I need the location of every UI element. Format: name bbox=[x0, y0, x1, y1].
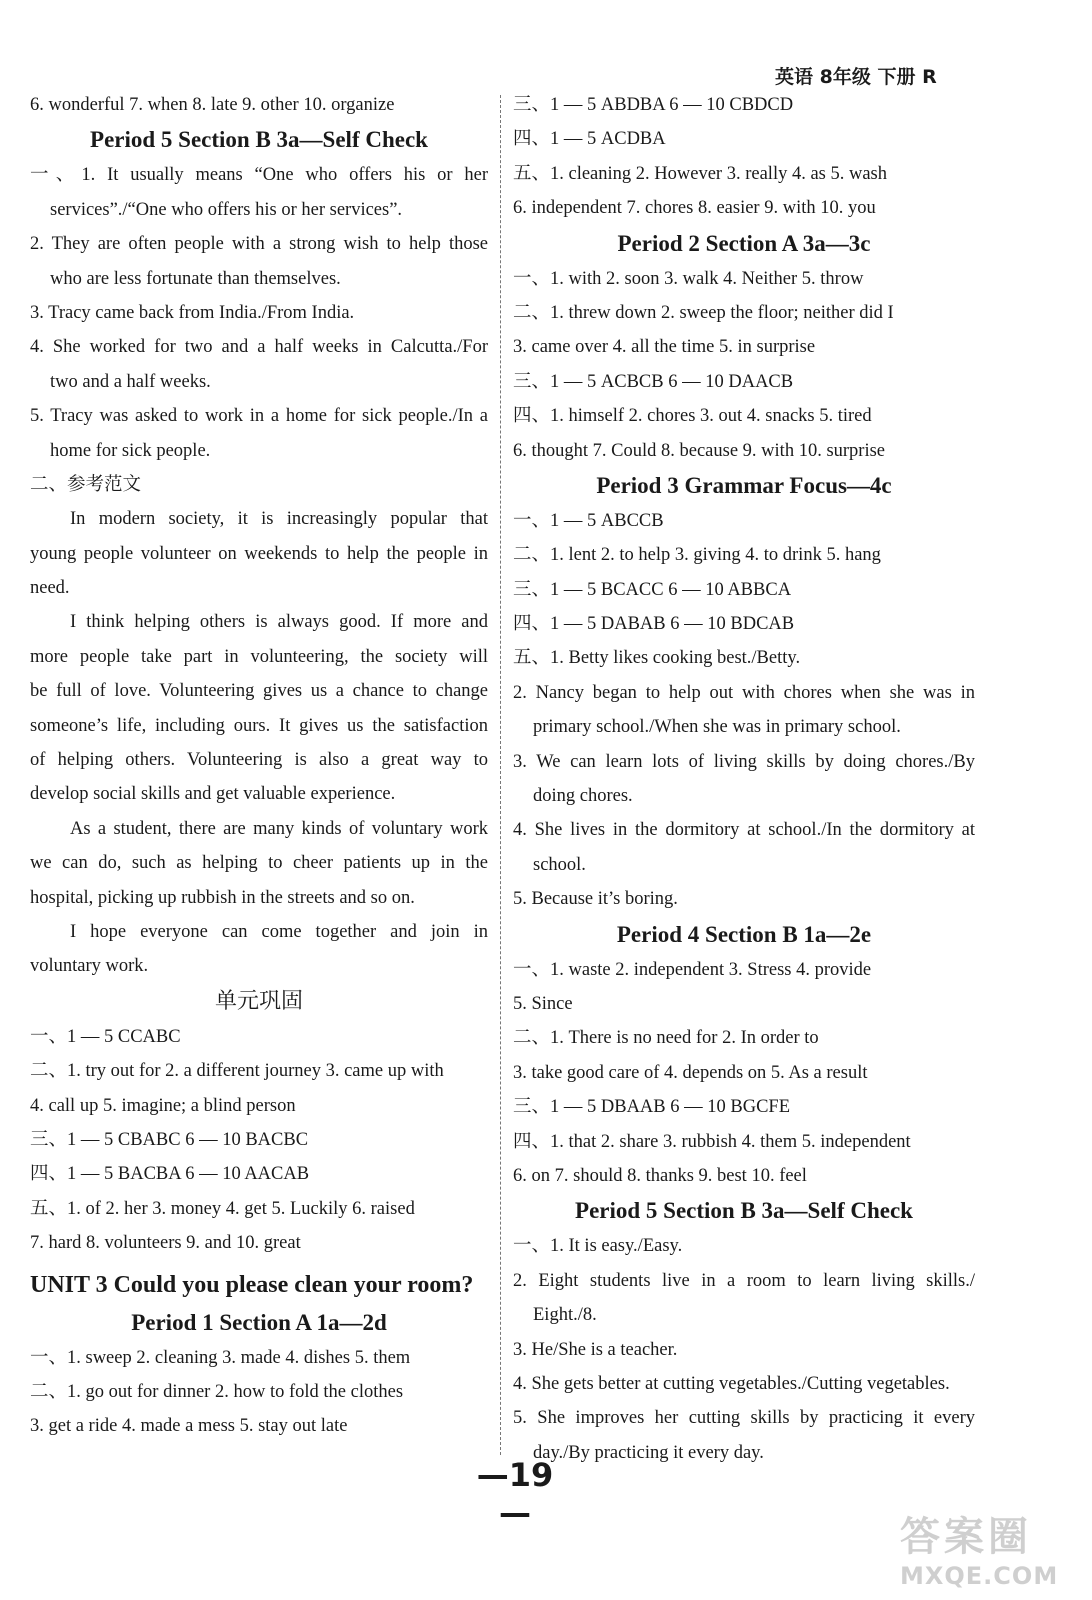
answer-line: 三、1 — 5 DBAAB 6 — 10 BGCFE bbox=[513, 1097, 791, 1118]
watermark-logo: 答案圈 MXQE.COM bbox=[900, 1514, 1059, 1590]
answer-line: 二、1. There is no need for 2. In order to bbox=[513, 1028, 819, 1049]
answer-line: Eight./8. bbox=[533, 1305, 597, 1326]
answer-line: primary school./When she was in primary school. bbox=[533, 717, 901, 738]
answer-line: be full of love. Volunteering gives us a chance to change bbox=[30, 681, 488, 702]
answer-line: two and a half weeks. bbox=[50, 371, 211, 392]
answer-line: As a student, there are many kinds of voluntary work bbox=[70, 818, 488, 839]
answer-line: 二、1. threw down 2. sweep the floor; neither did I bbox=[513, 302, 894, 323]
answer-line: 6. independent 7. chores 8. easier 9. with 10. you bbox=[513, 198, 876, 219]
answer-line: 一、1. with 2. soon 3. walk 4. Neither 5. throw bbox=[513, 268, 864, 289]
answer-line: need. bbox=[30, 578, 70, 599]
answer-line: 6. thought 7. Could 8. because 9. with 10. surprise bbox=[513, 440, 886, 461]
answer-line: 一、1. waste 2. independent 3. Stress 4. provide bbox=[513, 959, 872, 980]
answer-line: 一、1 — 5 ABCCB bbox=[513, 510, 664, 531]
answer-line: 四、1 — 5 BACBA 6 — 10 AACAB bbox=[30, 1164, 310, 1185]
answer-line: 三、1 — 5 BCACC 6 — 10 ABBCA bbox=[513, 579, 792, 600]
answer-line: 一、1. It is easy./Easy. bbox=[513, 1236, 683, 1257]
answer-line: school. bbox=[533, 854, 586, 875]
answer-line: doing chores. bbox=[533, 786, 633, 807]
answer-line: 四、1 — 5 DABAB 6 — 10 BDCAB bbox=[513, 614, 795, 635]
answer-line: 6. wonderful 7. when 8. late 9. other 10. organize bbox=[30, 95, 395, 115]
answer-line: In modern society, it is increasingly popular that bbox=[70, 509, 488, 530]
answer-line: 三、1 — 5 CBABC 6 — 10 BACBC bbox=[30, 1129, 309, 1150]
answer-line: more people take part in volunteering, the society will bbox=[30, 646, 488, 667]
answer-line: 4. She gets better at cutting vegetables./Cutting vegetables. bbox=[513, 1373, 950, 1394]
answer-line: 二、1. try out for 2. a different journey 3. came up with bbox=[30, 1061, 444, 1082]
answer-line: 3. came over 4. all the time 5. in surprise bbox=[513, 337, 816, 358]
answer-line: 一、1 — 5 CCABC bbox=[30, 1026, 181, 1047]
answer-line: 一、1. It usually means “One who offers his or her bbox=[30, 165, 488, 186]
answer-line: home for sick people. bbox=[50, 440, 211, 461]
answer-line: 四、1 — 5 ACDBA bbox=[513, 129, 666, 150]
answer-line: hospital, picking up rubbish in the streets and so on. bbox=[30, 887, 415, 908]
answer-line: 三、1 — 5 ACBCB 6 — 10 DAACB bbox=[513, 371, 794, 392]
section-heading: Period 1 Section A 1a—2d bbox=[131, 1309, 387, 1335]
answer-line: 五、1. of 2. her 3. money 4. get 5. Luckily 6. raised bbox=[30, 1198, 415, 1219]
answer-line: 四、1. himself 2. chores 3. out 4. snacks 5. tired bbox=[513, 406, 872, 427]
answer-line: we can do, such as helping to cheer patients up in the bbox=[30, 853, 488, 874]
answer-line: 2. They are often people with a strong wish to help those bbox=[30, 234, 488, 255]
section-heading: Period 5 Section B 3a—Self Check bbox=[90, 127, 428, 153]
answer-line: who are less fortunate than themselves. bbox=[50, 268, 341, 289]
answer-line: 五、1. cleaning 2. However 3. really 4. as 5. wash bbox=[513, 163, 888, 184]
right-column bbox=[513, 88, 975, 1470]
answer-line: 3. He/She is a teacher. bbox=[513, 1339, 678, 1360]
answer-line: 4. She lives in the dormitory at school./In the dormitory at bbox=[513, 820, 975, 841]
answer-line: 3. take good care of 4. depends on 5. As a result bbox=[513, 1062, 868, 1083]
answer-line: 二、1. go out for dinner 2. how to fold the clothes bbox=[30, 1381, 404, 1402]
section-heading: 单元巩固 bbox=[214, 988, 303, 1014]
answer-line: 3. We can learn lots of living skills by doing chores./By bbox=[513, 751, 975, 772]
answer-line: 3. get a ride 4. made a mess 5. stay out late bbox=[30, 1416, 348, 1437]
answer-line: I hope everyone can come together and join in bbox=[70, 921, 488, 942]
section-heading: UNIT 3 Could you please clean your room? bbox=[30, 1271, 474, 1298]
answer-line: 5. Because it’s boring. bbox=[513, 889, 678, 910]
answer-line: day./By practicing it every day. bbox=[533, 1442, 764, 1463]
answer-line: 三、1 — 5 ABDBA 6 — 10 CBDCD bbox=[513, 95, 794, 115]
page-number: —19— bbox=[476, 1456, 554, 1532]
answer-line: 7. hard 8. volunteers 9. and 10. great bbox=[30, 1233, 301, 1254]
left-column bbox=[30, 88, 488, 1444]
section-heading: Period 4 Section B 1a—2e bbox=[616, 921, 872, 947]
column-divider bbox=[500, 95, 501, 1455]
answer-line: 5. Since bbox=[513, 993, 573, 1014]
answer-line: 4. call up 5. imagine; a blind person bbox=[30, 1095, 296, 1116]
answer-line: 4. She worked for two and a half weeks in Calcutta./For bbox=[30, 337, 488, 358]
answer-line: young people volunteer on weekends to help the people in bbox=[30, 543, 488, 564]
answer-line: 二、参考范文 bbox=[30, 474, 142, 495]
answer-line: services”./“One who offers his or her services”. bbox=[50, 199, 403, 220]
answer-line: 2. Eight students live in a room to learn living skills./ bbox=[513, 1270, 975, 1291]
section-heading: Period 2 Section A 3a—3c bbox=[617, 230, 871, 256]
section-heading: Period 5 Section B 3a—Self Check bbox=[575, 1198, 913, 1224]
answer-line: 一、1. sweep 2. cleaning 3. made 4. dishes 5. them bbox=[30, 1347, 411, 1368]
answer-line: someone’s life, including ours. It gives us the satisfaction bbox=[30, 715, 488, 736]
answer-line: 3. Tracy came back from India./From India. bbox=[30, 302, 355, 323]
answer-line: 5. She improves her cutting skills by practicing it every bbox=[513, 1408, 975, 1429]
answer-line: I think helping others is always good. If more and bbox=[70, 612, 488, 633]
answer-line: voluntary work. bbox=[30, 956, 149, 977]
answer-line: 五、1. Betty likes cooking best./Betty. bbox=[513, 648, 801, 669]
answer-line: 6. on 7. should 8. thanks 9. best 10. feel bbox=[513, 1165, 807, 1186]
answer-line: 2. Nancy began to help out with chores when she was in bbox=[513, 682, 975, 703]
answer-line: 二、1. lent 2. to help 3. giving 4. to drink 5. hang bbox=[513, 545, 881, 566]
answer-line: 四、1. that 2. share 3. rubbish 4. them 5. independent bbox=[513, 1131, 911, 1152]
section-heading: Period 3 Grammar Focus—4c bbox=[596, 472, 892, 498]
answer-line: of helping others. Volunteering is also a great way to bbox=[30, 750, 488, 771]
answer-line: develop social skills and get valuable experience. bbox=[30, 784, 396, 805]
answer-line: 5. Tracy was asked to work in a home for sick people./In a bbox=[30, 406, 488, 427]
page-header: 英语 8年级 下册 R bbox=[775, 66, 937, 88]
